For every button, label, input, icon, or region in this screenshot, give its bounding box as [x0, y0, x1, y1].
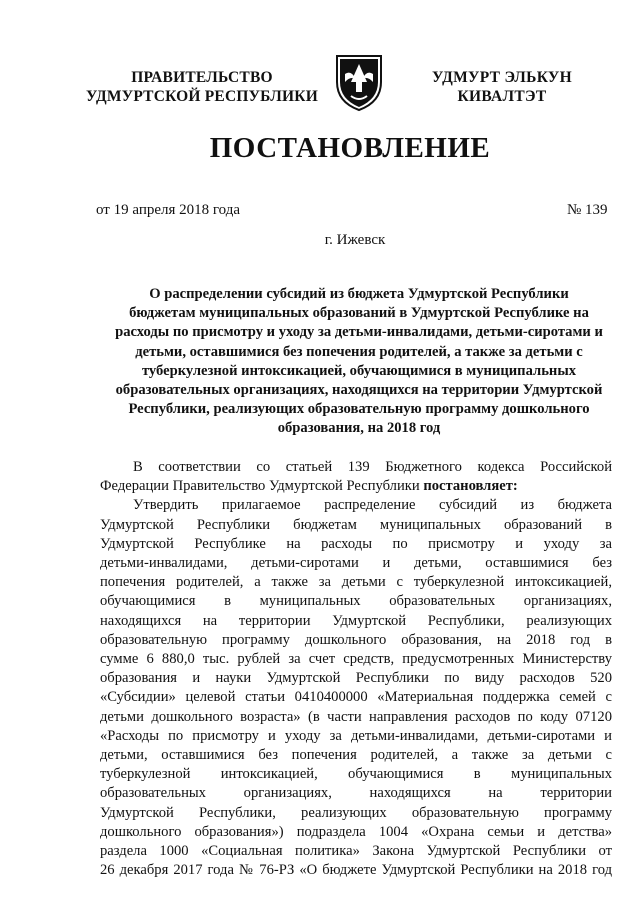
preamble-text: Федерации Правительство Удмуртской Республики	[100, 478, 424, 495]
document-subject	[104, 285, 614, 439]
body-line: Удмуртской Республики бюджетам муниципальных образований в	[100, 516, 612, 533]
body-line: находящихся на территории Удмуртской Республики, реализующих	[100, 612, 612, 629]
body-line: обучающимися в муниципальных образовательных организациях,	[100, 593, 612, 610]
body-line: «Субсидии» целевой статьи 0410400000 «Материальная поддержка семей с	[100, 689, 612, 706]
body-line: детьми дошкольного возраста» (в части направления расходов по коду 07120	[100, 708, 612, 725]
body-line: дошкольного образования») подраздела 1004 «Охрана семьи и детства»	[100, 823, 612, 840]
body-line: 26 декабря 2017 года № 76-РЗ «О бюджете Удмуртской Республики на 2018 год	[100, 862, 612, 879]
header-right-line-2: КИВАЛТЭТ	[457, 88, 547, 105]
udmurt-coat-of-arms-icon	[331, 52, 387, 112]
body-line: Удмуртской Республики, реализующих образовательную программу	[100, 804, 612, 821]
body-line: попечения родителей, а также за детьми с туберкулезной интоксикацией,	[100, 574, 612, 591]
body-line: образовательных организациях, находящихся на территории	[100, 785, 612, 802]
document-title: ПОСТАНОВЛЕНИЕ	[209, 132, 491, 164]
header-left-line-1: ПРАВИТЕЛЬСТВО	[131, 69, 273, 86]
subject-line: бюджетам муниципальных образований в Удмуртской Республике на	[129, 305, 589, 322]
preamble-line: В соответствии со статьей 139 Бюджетного кодекса Российской	[133, 459, 612, 475]
body-line: детьми, оставшимися без попечения родителей, а также за детьми с	[100, 747, 612, 764]
body-line: образования и науки Удмуртской Республики по виду расходов 520	[100, 670, 612, 687]
preamble-line	[100, 477, 612, 496]
body-line: Утвердить прилагаемое распределение субсидий из бюджета	[133, 497, 612, 514]
document-date: от 19 апреля 2018 года	[96, 202, 241, 218]
document-city: г. Ижевск	[324, 232, 386, 248]
government-name-russian	[82, 68, 322, 106]
body-line: туберкулезной интоксикацией, обучающимися в муниципальных	[100, 766, 612, 783]
body-line: образовательную программу дошкольного образования, на 2018 год в	[100, 631, 612, 648]
body-line: Удмуртской Республике на расходы по присмотру и уходу за	[100, 535, 612, 552]
body-line: сумме 6 880,0 тыс. рублей за счет средств, предусмотренных Министерству	[100, 651, 612, 668]
header-left-line-2: УДМУРТСКОЙ РЕСПУБЛИКИ	[86, 88, 318, 105]
subject-line: детьми, оставшимися без попечения родителей, а также за детьми с	[135, 343, 583, 360]
subject-line: образовательных организациях, находящихся на территории Удмуртской	[115, 382, 603, 399]
body-line: раздела 1000 «Социальная политика» Закона Удмуртской Республики от	[100, 843, 612, 860]
subject-line: Республики, реализующих образовательную программу дошкольного	[128, 401, 590, 418]
subject-line: расходы по присмотру и уходу за детьми-инвалидами, детьми-сиротами и	[115, 324, 603, 341]
document-body	[100, 458, 612, 880]
subject-line: образования, на 2018 год	[277, 420, 441, 437]
body-line: «Расходы по присмотру и уходу за детьми-инвалидами, детьми-сиротами и	[100, 727, 612, 744]
body-line: детьми-инвалидами, детьми-сиротами и детьми, оставшимися без	[100, 555, 612, 572]
resolution-keyword: постановляет:	[423, 478, 518, 495]
government-name-udmurt	[428, 68, 576, 106]
subject-line: туберкулезной интоксикацией, обучающимися в муниципальных	[141, 362, 577, 379]
header-right-line-1: УДМУРТ ЭЛЬКУН	[432, 69, 572, 86]
subject-line: О распределении субсидий из бюджета Удмуртской Республики	[149, 286, 569, 302]
document-number: № 139	[567, 202, 608, 218]
